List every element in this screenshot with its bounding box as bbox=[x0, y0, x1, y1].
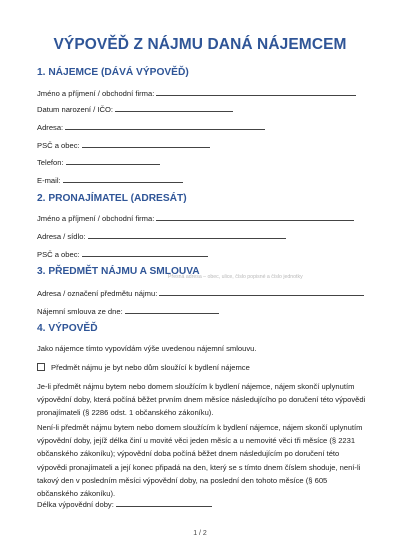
fill-line[interactable] bbox=[65, 122, 265, 130]
tenant-name-field[interactable] bbox=[37, 88, 356, 98]
section-heading-tenant: 1. NÁJEMCE (DÁVÁ VÝPOVĚĎ) bbox=[37, 67, 189, 78]
fill-line[interactable] bbox=[125, 306, 219, 314]
notice-intro: Jako nájemce tímto vypovídám výše uvedenou nájemní smlouvu. bbox=[37, 344, 257, 353]
notice-paragraph-residential: Je-li předmět nájmu bytem nebo domem sloužícím k bydlení nájemce, nájem skončí uplynutím výpovědní doby, která počíná běžet prvním dnem měsíce následujícího po doručení této výpovědi pronajímateli (§ 2286 odst. 1 občanského zákoníku). bbox=[37, 382, 366, 418]
field-label: Nájemní smlouva ze dne: bbox=[37, 307, 123, 316]
subject-address-field[interactable] bbox=[37, 288, 364, 298]
checkbox-label: Předmět nájmu je byt nebo dům sloužící k bydlení nájemce bbox=[51, 363, 250, 372]
landlord-address-field[interactable] bbox=[37, 231, 286, 241]
field-label: Datum narození / IČO: bbox=[37, 105, 113, 114]
tenant-phone-field[interactable] bbox=[37, 157, 160, 167]
field-label: Jméno a příjmení / obchodní firma: bbox=[37, 89, 155, 98]
notice-paragraph-other: Není-li předmět nájmu bytem nebo domem sloužícím k bydlení nájemce, nájem skončí uplynutím výpovědní doby, jejíž délka činí u movité věci jeden měsíc a u nemovité věci tři měsíce (§ 2231 občanského zákoníku); výpovědní doba počíná běžet dnem následujícím po doručení této výpovědi pronajímateli a její konec připadá na den, který se s tímto dnem číslem shoduje, není-li takový den v posledním měsíci výpovědní doby, na poslední den tohoto měsíce (§ 605 občanského zákoníku). bbox=[37, 423, 363, 499]
field-label: Adresa / označení předmětu nájmu: bbox=[37, 289, 158, 298]
residential-checkbox-row[interactable] bbox=[37, 363, 250, 372]
page-number: 1 / 2 bbox=[193, 530, 207, 537]
fill-line[interactable] bbox=[159, 288, 364, 296]
fill-line[interactable] bbox=[88, 231, 286, 239]
section-heading-landlord: 2. PRONAJÍMATEL (ADRESÁT) bbox=[37, 193, 187, 204]
notice-period-field[interactable] bbox=[37, 499, 212, 509]
field-label: Adresa: bbox=[37, 123, 64, 132]
checkbox[interactable] bbox=[37, 363, 45, 371]
fill-line[interactable] bbox=[82, 140, 210, 148]
section-heading-notice: 4. VÝPOVĚĎ bbox=[37, 323, 98, 334]
field-label: E-mail: bbox=[37, 176, 61, 185]
field-label: PSČ a obec: bbox=[37, 250, 80, 259]
tenant-zip-field[interactable] bbox=[37, 140, 210, 150]
field-label: Jméno a příjmení / obchodní firma: bbox=[37, 214, 155, 223]
address-hint: Přesná adresa – obec, ulice, číslo popisné a číslo jednotky bbox=[168, 274, 303, 280]
landlord-name-field[interactable] bbox=[37, 213, 354, 223]
field-label: PSČ a obec: bbox=[37, 141, 80, 150]
section-heading-subject: 3. PŘEDMĚT NÁJMU A SMLOUVA bbox=[37, 266, 200, 277]
fill-line[interactable] bbox=[82, 249, 208, 257]
fill-line[interactable] bbox=[63, 175, 183, 183]
document-title: VÝPOVĚĎ Z NÁJMU DANÁ NÁJEMCEM bbox=[53, 36, 347, 53]
fill-line[interactable] bbox=[115, 104, 233, 112]
tenant-birthdate-field[interactable] bbox=[37, 104, 233, 114]
contract-date-field[interactable] bbox=[37, 306, 219, 316]
field-label: Adresa / sídlo: bbox=[37, 232, 86, 241]
fill-line[interactable] bbox=[156, 213, 354, 221]
field-label: Délka výpovědní doby: bbox=[37, 500, 114, 509]
fill-line[interactable] bbox=[66, 157, 160, 165]
fill-line[interactable] bbox=[156, 88, 356, 96]
fill-line[interactable] bbox=[116, 499, 212, 507]
tenant-email-field[interactable] bbox=[37, 175, 183, 185]
field-label: Telefon: bbox=[37, 158, 64, 167]
tenant-address-field[interactable] bbox=[37, 122, 265, 132]
landlord-zip-field[interactable] bbox=[37, 249, 208, 259]
